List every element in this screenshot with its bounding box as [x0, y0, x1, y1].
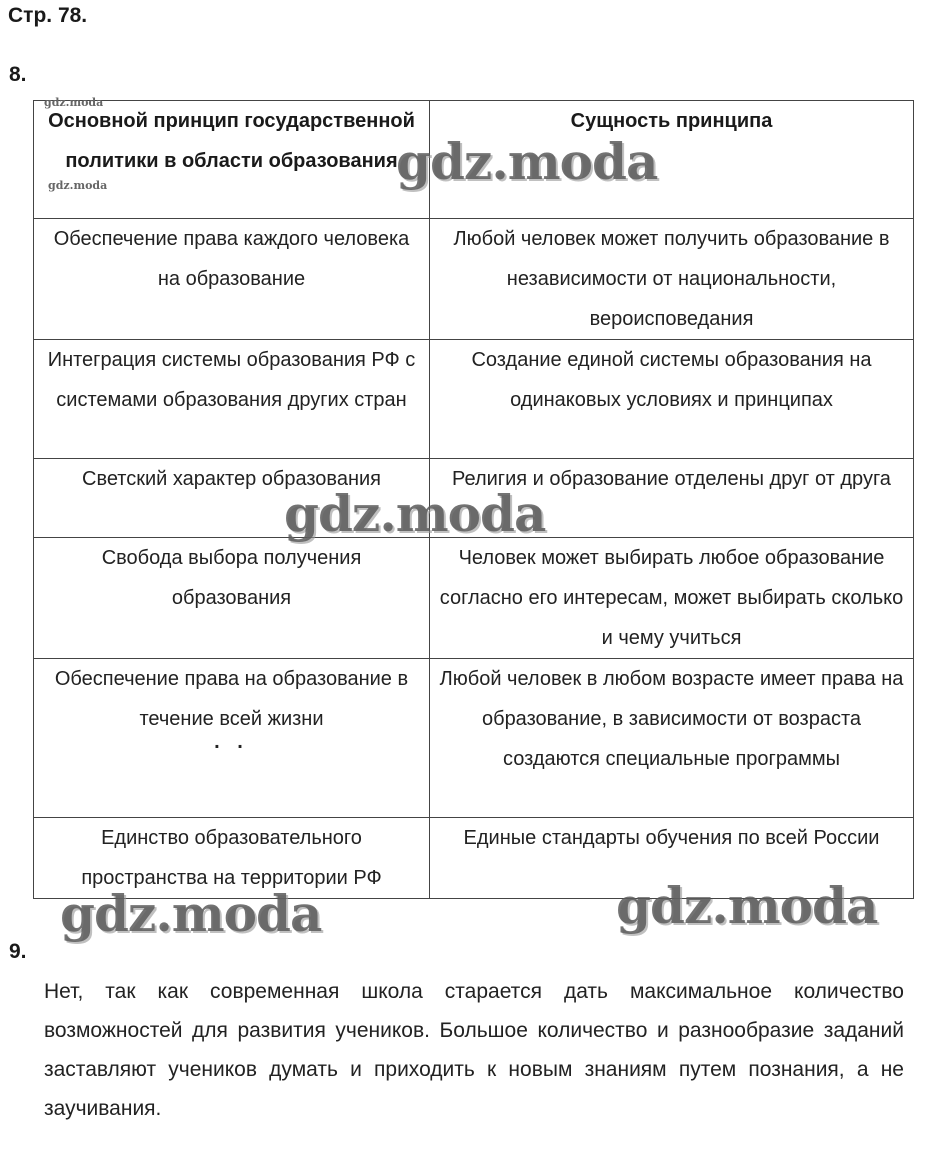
table-row [34, 538, 914, 659]
table-row [34, 340, 914, 459]
table-row [34, 818, 914, 899]
table-row [34, 459, 914, 538]
watermark: gdz.moda [284, 484, 546, 543]
table-header-row [34, 101, 914, 219]
principle-cell: Обеспечение права на образование в течение всей жизни . . [34, 659, 430, 818]
essence-cell: Любой человек может получить образование в независимости от национальности, вероисповедания [430, 219, 914, 340]
task-9-number: 9. [9, 940, 27, 963]
table-header-principle: Основной принцип государственной политики в области образования [34, 101, 430, 219]
principle-cell: Интеграция системы образования РФ с системами образования других стран [34, 340, 430, 459]
principles-table [33, 100, 914, 899]
watermark-small: gdz.moda [44, 96, 104, 109]
table-header-essence: Сущность принципа [430, 101, 914, 219]
stray-mark: . . [214, 731, 249, 753]
task-9-answer: Нет, так как современная школа старается дать максимальное количество возможностей для развития учеников. Большое количество и разнообразие заданий заставляют учеников думать и приходить к новым знаниям путем познания, а не заучивания. [44, 980, 904, 1120]
essence-cell: Любой человек в любом возрасте имеет права на образование, в зависимости от возраста создаются специальные программы [430, 659, 914, 818]
table-row [34, 219, 914, 340]
essence-cell: Человек может выбирать любое образование согласно его интересам, может выбирать сколько и чему учиться [430, 538, 914, 659]
page-label: Стр. 78. [8, 4, 88, 27]
essence-cell: Религия и образование отделены друг от друга [430, 459, 914, 538]
essence-cell: Единые стандарты обучения по всей России [430, 818, 914, 899]
principle-cell: Свобода выбора получения образования [34, 538, 430, 659]
watermark-small: gdz.moda [48, 179, 108, 192]
watermark: gdz.moda [396, 132, 658, 191]
watermark: gdz.moda [616, 876, 878, 935]
table-row [34, 659, 914, 818]
watermark: gdz.moda [60, 884, 322, 943]
principle-cell: Светский характер образования [34, 459, 430, 538]
task-8-number: 8. [9, 63, 27, 86]
principle-cell: Обеспечение права каждого человека на образование [34, 219, 430, 340]
principle-cell: Единство образовательного пространства на территории РФ [34, 818, 430, 899]
essence-cell: Создание единой системы образования на одинаковых условиях и принципах [430, 340, 914, 459]
